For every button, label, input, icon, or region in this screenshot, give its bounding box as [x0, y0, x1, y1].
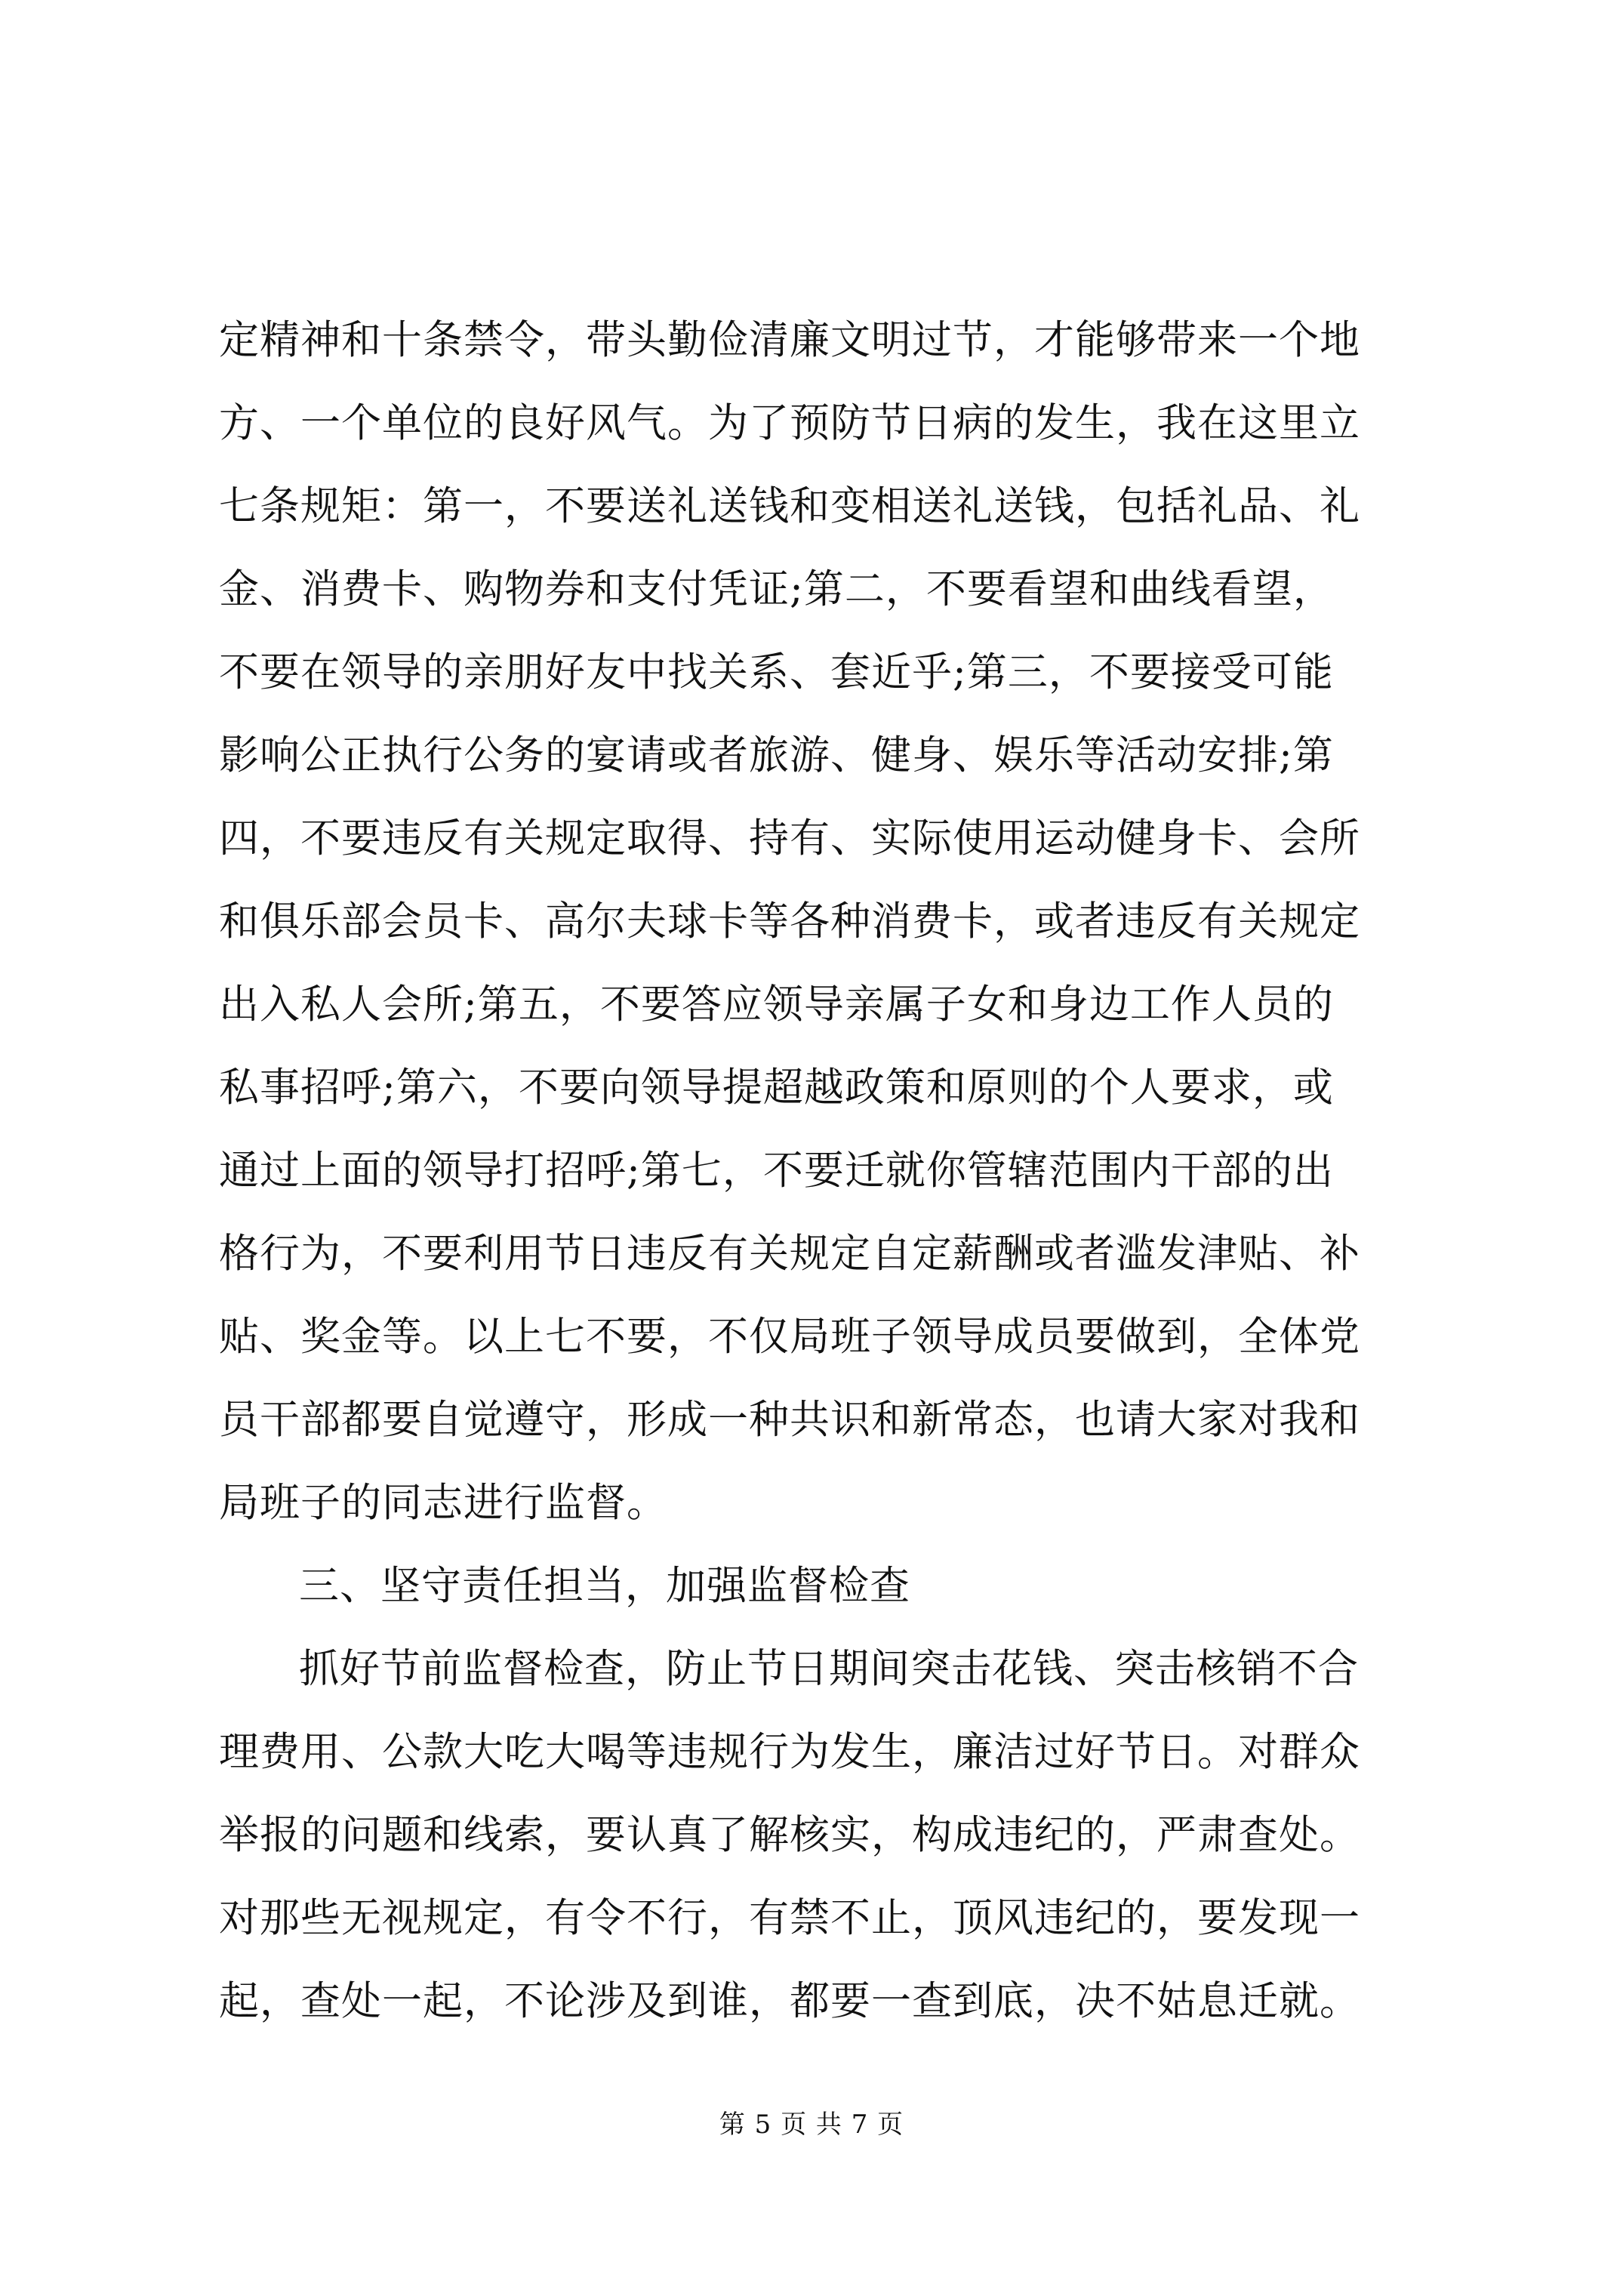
text-line: 和俱乐部会员卡、高尔夫球卡等各种消费卡，或者违反有关规定 [219, 898, 1360, 945]
text-line: 贴、奖金等。以上七不要，不仅局班子领导成员要做到，全体党 [219, 1314, 1360, 1360]
text-line: 不要在领导的亲朋好友中找关系、套近乎;第三，不要接受可能 [219, 649, 1334, 695]
text-line: 金、消费卡、购物券和支付凭证;第二，不要看望和曲线看望， [219, 566, 1334, 612]
text-line: 出入私人会所;第五，不要答应领导亲属子女和身边工作人员的 [219, 982, 1334, 1028]
text-line: 格行为，不要利用节日违反有关规定自定薪酬或者滥发津贴、补 [219, 1231, 1360, 1277]
text-line: 七条规矩：第一，不要送礼送钱和变相送礼送钱，包括礼品、礼 [219, 483, 1360, 529]
text-line: 理费用、公款大吃大喝等违规行为发生，廉洁过好节日。对群众 [219, 1729, 1360, 1775]
page-number-footer: 第 5 页 共 7 页 [719, 2110, 904, 2140]
text-line: 通过上面的领导打招呼;第七，不要迁就你管辖范围内干部的出 [219, 1148, 1334, 1194]
section-heading: 三、坚守责任担当，加强监督检查 [299, 1563, 910, 1609]
text-line: 定精神和十条禁令，带头勤俭清廉文明过节，才能够带来一个地 [219, 317, 1360, 363]
text-line: 私事招呼;第六，不要向领导提超越政策和原则的个人要求，或 [219, 1065, 1334, 1111]
text-line: 方、一个单位的良好风气。为了预防节日病的发生，我在这里立 [219, 400, 1360, 446]
text-line: 局班子的同志进行监督。 [219, 1480, 667, 1526]
text-line: 举报的问题和线索，要认真了解核实，构成违纪的，严肃查处。 [219, 1812, 1360, 1858]
text-line: 对那些无视规定，有令不行，有禁不止，顶风违纪的，要发现一 [219, 1895, 1360, 1941]
text-line: 影响公正执行公务的宴请或者旅游、健身、娱乐等活动安排;第 [219, 732, 1334, 778]
paragraph-first-line: 抓好节前监督检查，防止节日期间突击花钱、突击核销不合 [299, 1646, 1359, 1692]
text-line: 员干部都要自觉遵守，形成一种共识和新常态，也请大家对我和 [219, 1397, 1360, 1443]
document-body [219, 299, 1427, 2043]
text-line: 起，查处一起，不论涉及到谁，都要一查到底，决不姑息迁就。 [219, 1978, 1360, 2024]
text-line: 四，不要违反有关规定取得、持有、实际使用运动健身卡、会所 [219, 815, 1360, 861]
